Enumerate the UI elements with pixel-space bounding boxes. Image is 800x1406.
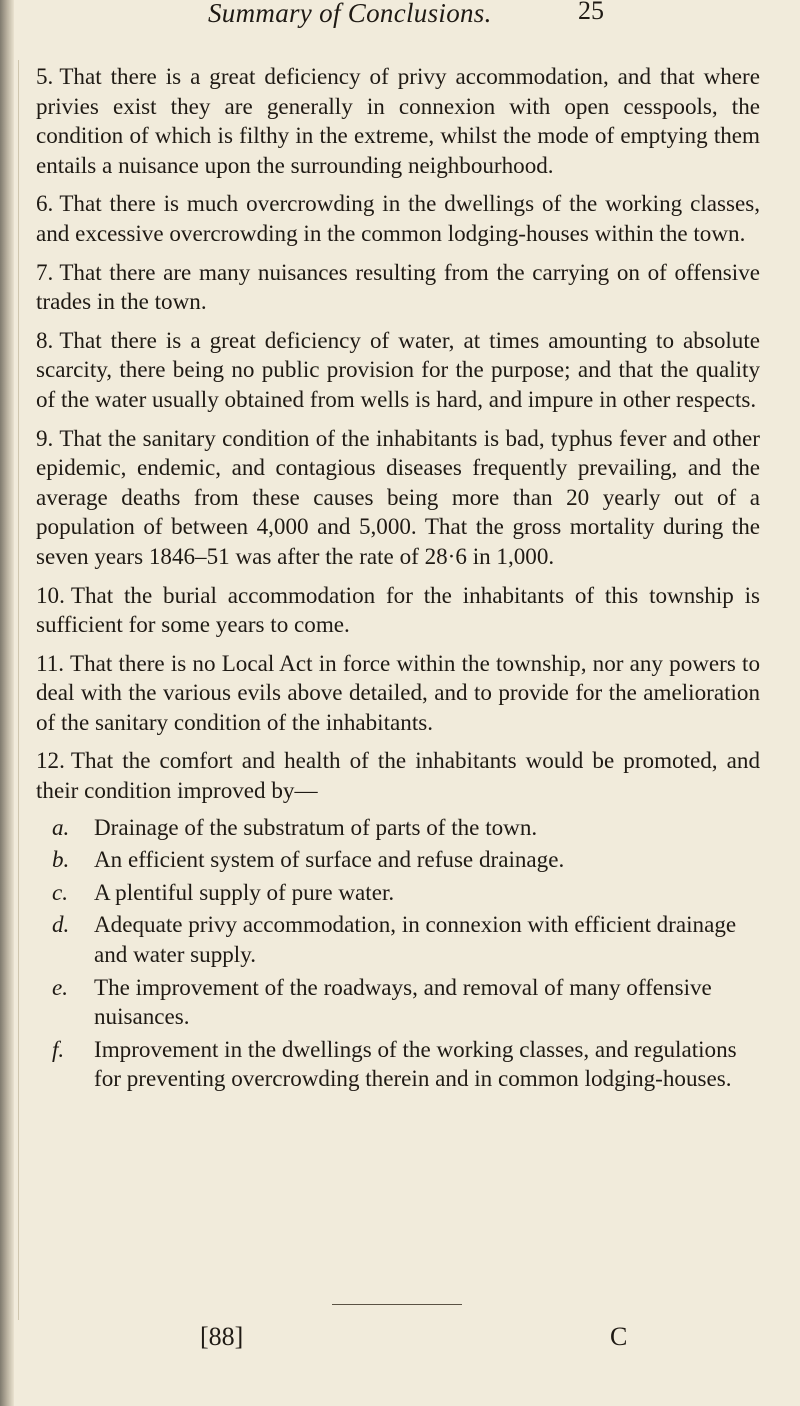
gathering-mark: C	[610, 1322, 628, 1351]
list-item	[52, 910, 760, 969]
paragraph-8	[36, 326, 760, 415]
margin-line	[18, 60, 19, 1320]
list-item	[52, 845, 760, 875]
list-letter: d.	[52, 911, 70, 938]
list-item	[52, 878, 760, 908]
list-text: An efficient system of surface and refuse drainage.	[94, 846, 565, 873]
list-letter: a.	[52, 813, 70, 840]
list-text: Improvement in the dwellings of the working classes, and regulations for preventing overcrowding therein and in common lodging-houses.	[94, 1035, 737, 1092]
paragraph-number: 7.	[36, 258, 54, 285]
closing-rule	[332, 1304, 462, 1305]
paragraph-number: 9.	[36, 424, 54, 451]
paragraph-text: That there are many nuisances resulting from the carrying on of offensive trades in the town.	[36, 258, 760, 315]
paragraph-number: 12.	[36, 747, 65, 774]
paragraph-9	[36, 424, 760, 572]
running-title: Summary of Conclusions.	[208, 0, 492, 28]
paragraph-number: 5.	[36, 63, 54, 89]
paragraph-6	[36, 189, 760, 248]
paragraph-text: That the burial accommodation for the inhabitants of this township is sufficient for some years to come.	[36, 581, 760, 638]
paragraph-12	[36, 746, 760, 805]
page-number: 25	[578, 0, 604, 25]
paragraph-text: That there is a great deficiency of privy accommodation, and that where privies exist they are generally in connexion with open cesspools, the condition of which is filthy in the extreme, whilst the mode of emptying them entails a nuisance upon the surrounding neighbourhood.	[36, 63, 760, 178]
list-letter: f.	[52, 1035, 65, 1062]
list-letter: b.	[52, 846, 70, 873]
paragraph-text: That there is no Local Act in force within the township, nor any powers to deal with the various evils above detailed, and to provide for the amelioration of the sanitary condition of the inhabitants.	[36, 649, 760, 735]
paragraph-number: 8.	[36, 326, 54, 353]
improvement-list	[36, 813, 760, 1094]
signature-mark: [88]	[200, 1322, 244, 1351]
list-text: Drainage of the substratum of parts of the town.	[94, 813, 538, 840]
list-letter: c.	[52, 878, 69, 905]
paragraph-number: 6.	[36, 190, 54, 217]
paragraph-text: That there is a great deficiency of water, at times amounting to absolute scarcity, there being no public provision for the purpose; and that the quality of the water usually obtained from wells is hard, and impure in other respects.	[36, 326, 760, 412]
paragraph-text: That the sanitary condition of the inhabitants is bad, typhus fever and other epidemic, endemic, and contagious diseases frequently prevailing, and the average deaths from these causes being more than 20 yearly out of a population of between 4,000 and 5,000. That the gross mortality during the seven years 1846–51 was after the rate of 28·6 in 1,000.	[36, 424, 760, 569]
paragraph-text: That there is much overcrowding in the dwellings of the working classes, and excessive overcrowding in the common lodging-houses within the town.	[36, 190, 760, 246]
paragraph-text: That the comfort and health of the inhabitants would be promoted, and their condition improved by—	[36, 747, 760, 804]
list-text: A plentiful supply of pure water.	[94, 878, 395, 905]
paragraph-10	[36, 581, 760, 640]
list-item	[52, 1035, 760, 1094]
list-letter: e.	[52, 973, 69, 1000]
list-text: Adequate privy accommodation, in connexion with efficient drainage and water supply.	[94, 911, 737, 968]
list-item	[52, 813, 760, 843]
list-text: The improvement of the roadways, and removal of many offensive nuisances.	[94, 973, 712, 1030]
paragraph-7	[36, 258, 760, 317]
paragraph-number: 10.	[36, 581, 65, 608]
list-item	[52, 973, 760, 1032]
binding-gutter	[0, 0, 14, 1406]
paragraph-11	[36, 649, 760, 738]
paragraph-5	[36, 62, 760, 180]
body-text	[36, 62, 760, 1097]
paragraph-number: 11.	[36, 649, 65, 676]
running-header	[0, 0, 800, 40]
